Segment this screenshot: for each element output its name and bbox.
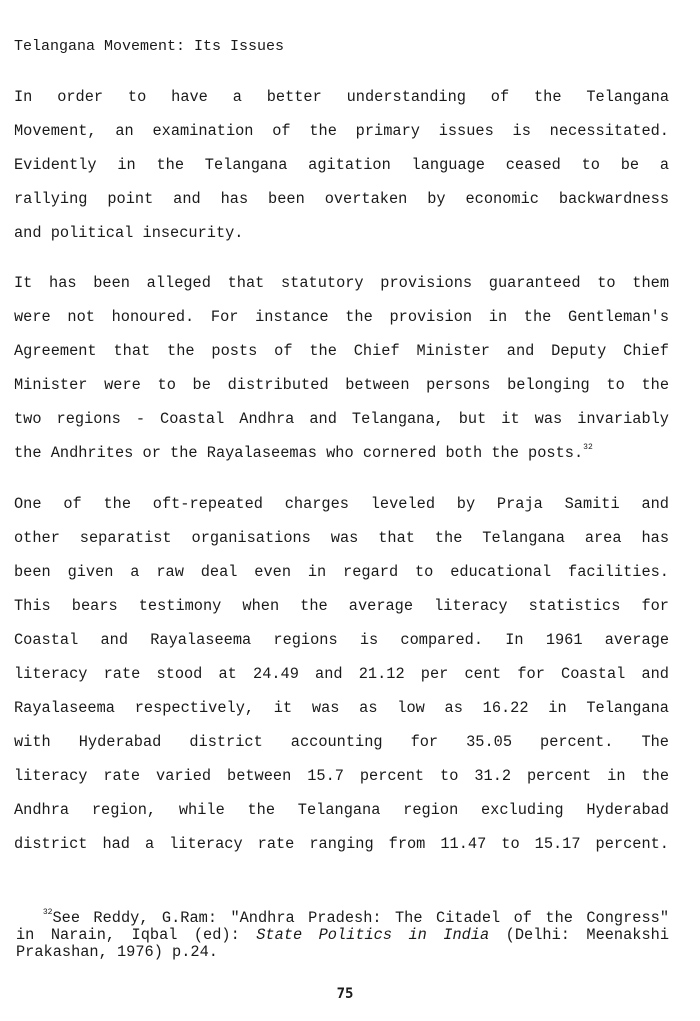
paragraph-1	[14, 88, 669, 258]
paragraph-3	[14, 495, 669, 869]
paragraph-line: Rayalaseema respectively, it was as low as 16.22 in Telangana	[14, 699, 669, 717]
footnote-line	[16, 927, 669, 944]
paragraph-line: were not honoured. For instance the provision in the Gentleman's	[14, 308, 669, 326]
section-heading: Telangana Movement: Its Issues	[14, 38, 285, 55]
paragraph-line: two regions - Coastal Andhra and Telangana, but it was invariably	[14, 410, 669, 428]
footnote-line	[16, 910, 669, 927]
footnote	[16, 910, 669, 961]
page-number: 75	[336, 986, 354, 1002]
footnote-book-title: State Politics in India	[256, 926, 490, 944]
paragraph-line-text: the Andhrites or the Rayalaseemas who cornered both the posts.	[14, 444, 584, 462]
paragraph-2	[14, 274, 669, 478]
paragraph-line: It has been alleged that statutory provisions guaranteed to them	[14, 274, 669, 292]
footnote-reference[interactable]: 32	[583, 443, 593, 452]
paragraph-line: Minister were to be distributed between persons belonging to the	[14, 376, 669, 394]
paragraph-line: Andhra region, while the Telangana region excluding Hyderabad	[14, 801, 669, 819]
paragraph-line: This bears testimony when the average literacy statistics for	[14, 597, 669, 615]
footnote-number: 32	[42, 908, 53, 917]
paragraph-line: Agreement that the posts of the Chief Minister and Deputy Chief	[14, 342, 669, 360]
paragraph-line: literacy rate varied between 15.7 percent to 31.2 percent in the	[14, 767, 669, 785]
paragraph-line: been given a raw deal even in regard to educational facilities.	[14, 563, 669, 581]
footnote-line: Prakashan, 1976) p.24.	[16, 943, 218, 961]
paragraph-line: district had a literacy rate ranging from 11.47 to 15.17 percent.	[14, 835, 669, 853]
footnote-text: in Narain, Iqbal (ed):	[16, 926, 257, 944]
footnote-text: See Reddy, G.Ram: "Andhra Pradesh: The Citadel of the Congress"	[52, 909, 669, 927]
paragraph-line: other separatist organisations was that the Telangana area has	[14, 529, 669, 547]
paragraph-line: One of the oft-repeated charges leveled by Praja Samiti and	[14, 495, 669, 513]
paragraph-line: and political insecurity.	[14, 224, 244, 242]
paragraph-line: Evidently in the Telangana agitation language ceased to be a	[14, 156, 669, 174]
paragraph-line-with-footnote	[14, 444, 669, 478]
footnote-text: (Delhi: Meenakshi	[489, 926, 670, 944]
paragraph-line: rallying point and has been overtaken by economic backwardness	[14, 190, 669, 208]
paragraph-line: with Hyderabad district accounting for 35.05 percent. The	[14, 733, 669, 751]
paragraph-line: Coastal and Rayalaseema regions is compared. In 1961 average	[14, 631, 669, 649]
paragraph-line: literacy rate stood at 24.49 and 21.12 per cent for Coastal and	[14, 665, 669, 683]
paragraph-line: Movement, an examination of the primary issues is necessitated.	[14, 122, 669, 140]
paragraph-line: In order to have a better understanding of the Telangana	[14, 88, 669, 106]
